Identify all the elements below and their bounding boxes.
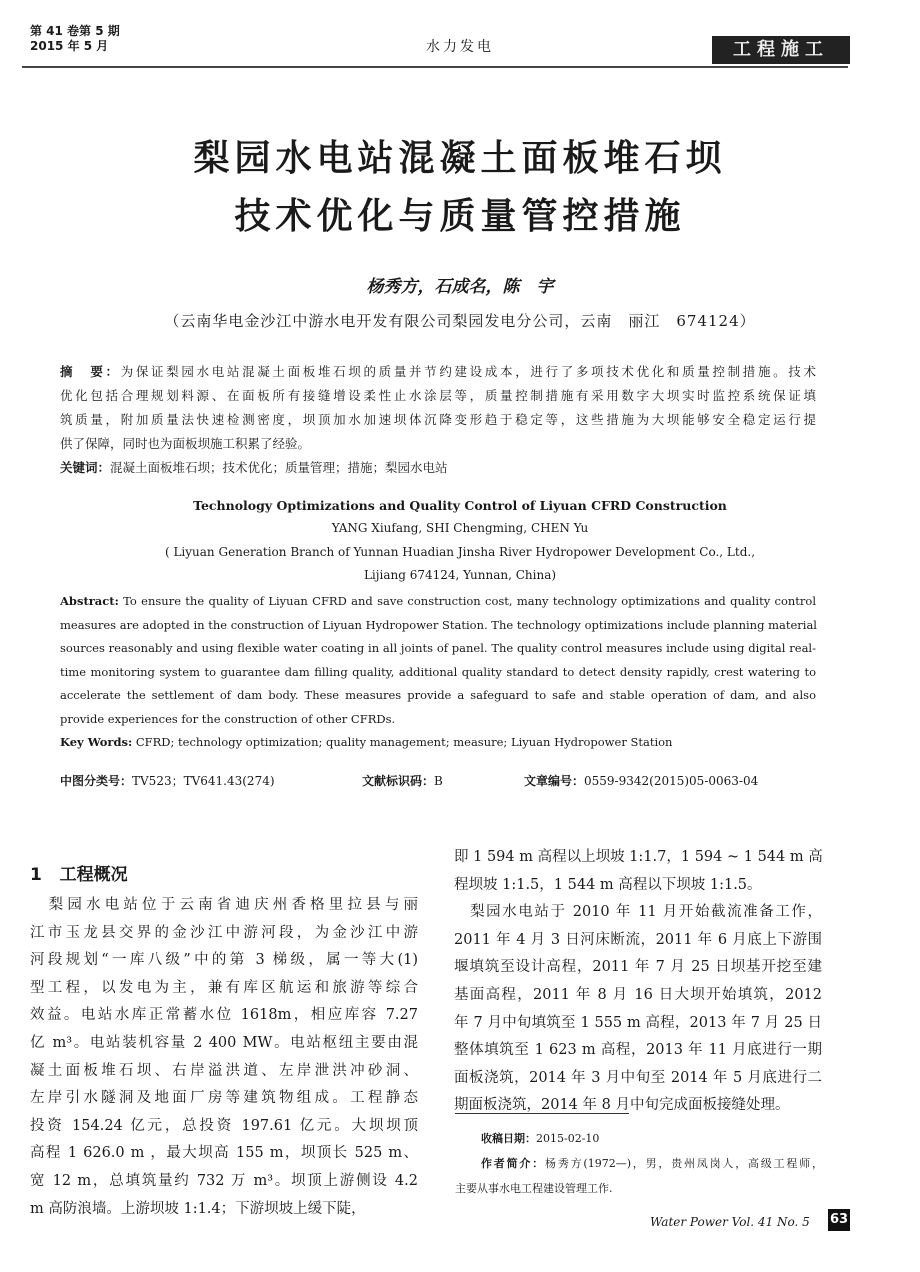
footnote bbox=[455, 1126, 823, 1201]
abstract-en-line: time monitoring system to guarantee dam filling quality, additional quality standard to detect density rapidly, crest watering to bbox=[60, 664, 816, 679]
article-value: 0559-9342(2015)05-0063-04 bbox=[584, 774, 759, 788]
clc-label: 中图分类号： bbox=[60, 774, 133, 788]
received-date bbox=[455, 1126, 823, 1151]
english-affiliation-1: ( Liyuan Generation Branch of Yunnan Huadian Jinsha River Hydropower Development Co., Ltd., bbox=[164, 545, 756, 559]
affiliation: （云南华电金沙江中游水电开发有限公司梨园发电分公司，云南 丽江 674124） bbox=[164, 312, 756, 330]
header-rule bbox=[22, 66, 848, 68]
section-heading bbox=[30, 860, 128, 885]
keywords-label: 关键词： bbox=[60, 460, 111, 475]
body-line: 效益。电站水库正常蓄水位 1618m，相应库容 7.27 bbox=[30, 1007, 418, 1024]
abstract-en-line: sources reasonably and using flexible water coating in all joints of panel. The quality control measures include using digital real- bbox=[60, 641, 816, 655]
section-title: 工程概况 bbox=[59, 865, 128, 885]
body-line: 凝土面板堆石坝、右岸溢洪道、左岸泄洪冲砂洞、 bbox=[30, 1062, 418, 1079]
keywords-en-text: CFRD; technology optimization; quality management; measure; Liyuan Hydropower Station bbox=[135, 735, 673, 749]
body-line: 高程 1 626.0 m ，最大坝高 155 m，坝顶长 525 m、 bbox=[30, 1145, 418, 1162]
keywords-text: 混凝土面板堆石坝；技术优化；质量管理；措施；梨园水电站 bbox=[110, 460, 448, 475]
body-line: 左岸引水隧洞及地面厂房等建筑物组成。工程静态 bbox=[30, 1090, 418, 1107]
page-number: 63 bbox=[828, 1209, 850, 1231]
keywords-cn bbox=[60, 456, 816, 480]
keywords-en bbox=[60, 731, 816, 755]
body-line: 亿 m³。电站装机容量 2 400 MW。电站枢纽主要由混 bbox=[30, 1034, 418, 1051]
journal-name: 水力发电 bbox=[426, 39, 494, 55]
received-label: 收稿日期： bbox=[481, 1132, 536, 1145]
body-line: 期面板浇筑，2014 年 8 月中旬完成面板接缝处理。 bbox=[454, 1097, 790, 1114]
body-line: 年 7 月中旬填筑至 1 555 m 高程，2013 年 7 月 25 日 bbox=[454, 1014, 822, 1031]
authors: 杨秀方，石成名，陈 宇 bbox=[366, 277, 554, 297]
body-line: 梨园水电站位于云南省迪庆州香格里拉县与丽 bbox=[30, 897, 418, 913]
received-value: 2015-02-10 bbox=[536, 1132, 600, 1145]
abstract-line: 为保证梨园水电站混凝土面板堆石坝的质量并节约建设成本，进行了多项技术优化和质量控制措施。技术 bbox=[120, 364, 816, 379]
abstract-en-line: accelerate the settlement of dam body. These measures provide a safeguard to safe and stable operation of dam, and also bbox=[60, 688, 816, 702]
abstract-en-line: To ensure the quality of Liyuan CFRD and save construction cost, many technology optimizations and quality control bbox=[123, 594, 816, 608]
body-line: 江市玉龙县交界的金沙江中游河段，为金沙江中游 bbox=[30, 924, 418, 941]
body-line: 河段规划“一库八级”中的第 3 梯级，属一等大(1) bbox=[30, 952, 418, 969]
body-line: 堰填筑至设计高程，2011 年 7 月 25 日坝基开挖至建 bbox=[454, 959, 822, 976]
english-title: Technology Optimizations and Quality Control of Liyuan CFRD Construction bbox=[193, 498, 727, 513]
body-line: 即 1 594 m 高程以上坝坡 1:1.7，1 594 ~ 1 544 m 高 bbox=[454, 849, 823, 865]
body-line: 型工程，以发电为主，兼有库区航运和旅游等综合 bbox=[30, 979, 418, 996]
doc-label: 文献标识码： bbox=[362, 774, 435, 788]
issue-date: 2015 年 5 月 bbox=[30, 39, 109, 53]
title-line-2: 技术优化与质量管控措施 bbox=[234, 195, 686, 237]
abstract-en-line: measures are adopted in the construction of Liyuan Hydropower Station. The technology optimizations include planning material bbox=[60, 617, 817, 632]
document-code bbox=[362, 772, 443, 789]
clc-number bbox=[60, 772, 275, 789]
section-number: 1 bbox=[30, 865, 42, 885]
body-line: 面板浇筑，2014 年 3 月中旬至 2014 年 5 月底进行二 bbox=[454, 1069, 822, 1086]
abstract-label: 摘 要： bbox=[60, 364, 121, 379]
footnote-rule bbox=[455, 1113, 629, 1114]
bio-line: 杨秀方(1972—)，男，贵州凤岗人，高级工程师， bbox=[545, 1157, 824, 1170]
abstract-line: 筑质量，附加质量法快速检测密度，坝顶加水加速坝体沉降变形趋于稳定等，这些措施为大坝能够安全稳定运行提 bbox=[60, 412, 816, 427]
section-badge: 工程施工 bbox=[712, 36, 850, 64]
author-bio bbox=[455, 1151, 823, 1176]
keywords-en-label: Key Words: bbox=[60, 735, 133, 749]
right-column bbox=[454, 844, 822, 1120]
footer-journal: Water Power Vol. 41 No. 5 bbox=[650, 1215, 810, 1229]
body-line: 整体填筑至 1 623 m 高程，2013 年 11 月底进行一期 bbox=[454, 1042, 822, 1059]
body-line: 投资 154.24 亿元，总投资 197.61 亿元。大坝坝顶 bbox=[30, 1117, 418, 1134]
body-line: 梨园水电站于 2010 年 11 月开始截流准备工作， bbox=[454, 904, 822, 921]
body-line: 2011 年 4 月 3 日河床断流，2011 年 6 月底上下游围 bbox=[454, 931, 822, 948]
bio-line: 主要从事水电工程建设管理工作. bbox=[455, 1182, 613, 1195]
abstract-en-line: provide experiences for the construction of other CFRDs. bbox=[60, 711, 396, 726]
body-line: 宽 12 m，总填筑量约 732 万 m³。坝顶上游侧设 4.2 bbox=[30, 1172, 418, 1189]
body-line: 程坝坡 1:1.5，1 544 m 高程以下坝坡 1:1.5。 bbox=[454, 876, 762, 893]
english-authors: YANG Xiufang, SHI Chengming, CHEN Yu bbox=[331, 521, 589, 535]
clc-value: TV523；TV641.43(274) bbox=[132, 774, 275, 788]
left-column bbox=[30, 892, 418, 1223]
english-affiliation-2: Lijiang 674124, Yunnan, China) bbox=[363, 568, 557, 582]
article-number bbox=[524, 772, 758, 789]
body-line: m 高防浪墙。上游坝坡 1:1.4；下游坝坡上缓下陡， bbox=[30, 1200, 366, 1217]
abstract-en bbox=[60, 590, 816, 755]
volume: 第 41 卷第 5 期 bbox=[30, 24, 120, 38]
title-line-1: 梨园水电站混凝土面板堆石坝 bbox=[193, 137, 727, 179]
doc-value: B bbox=[434, 774, 443, 788]
abstract-line: 供了保障，同时也为面板坝施工积累了经验。 bbox=[60, 436, 311, 451]
article-label: 文章编号： bbox=[524, 774, 585, 788]
abstract-cn bbox=[60, 360, 816, 480]
abstract-en-label: Abstract: bbox=[60, 594, 119, 608]
bio-label: 作者简介： bbox=[481, 1157, 546, 1170]
abstract-line: 优化包括合理规划料源、在面板所有接缝增设柔性止水涂层等，质量控制措施有采用数字大坝实时监控系统保证填 bbox=[60, 388, 816, 403]
body-line: 基面高程，2011 年 8 月 16 日大坝开始填筑，2012 bbox=[454, 986, 822, 1003]
